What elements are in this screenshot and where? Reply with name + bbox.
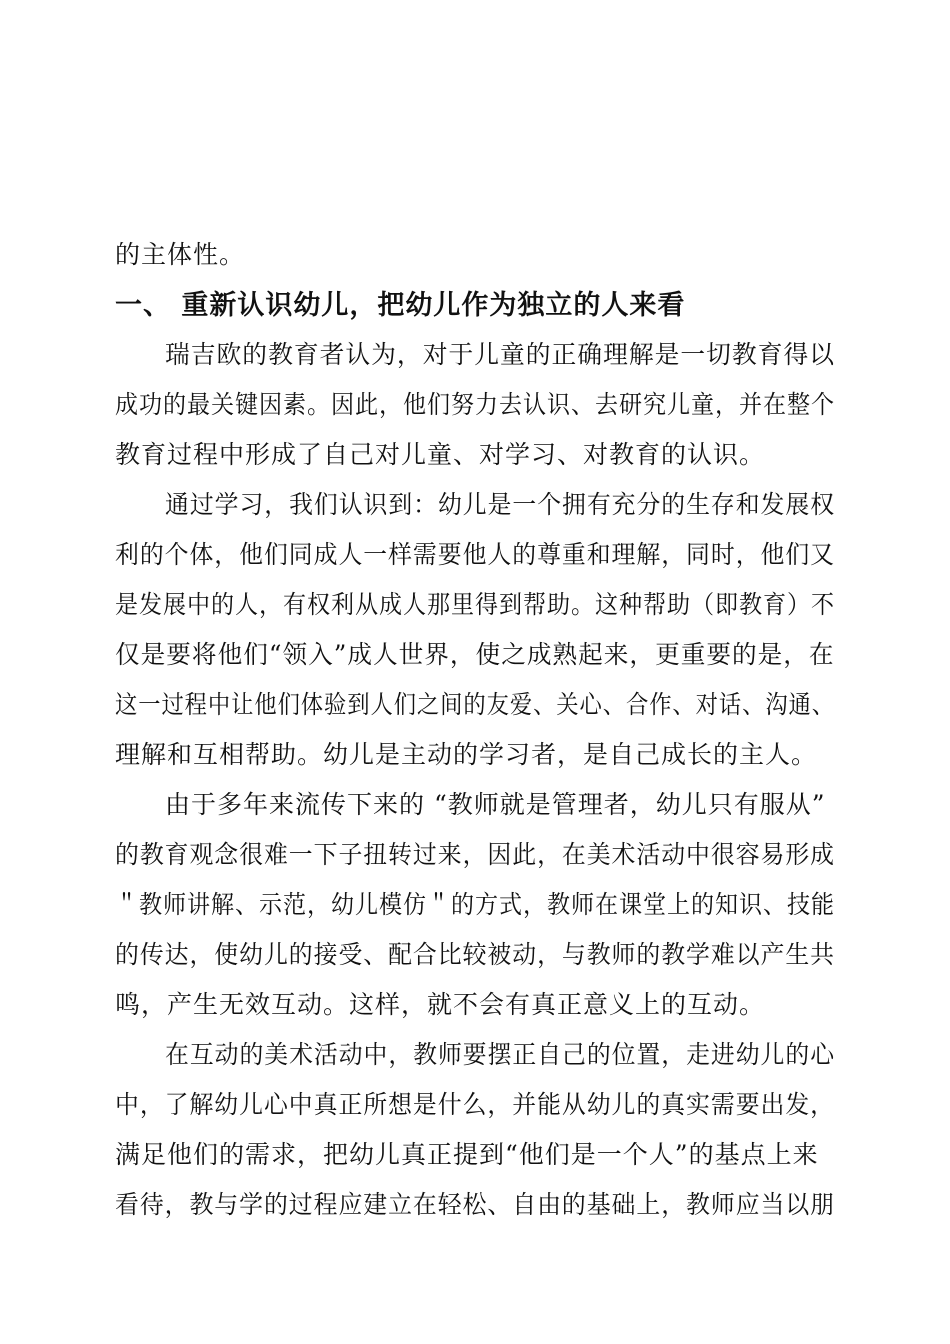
paragraph-line: 仅是要将他们“领入”成人世界，使之成熟起来，更重要的是，在 xyxy=(115,640,835,669)
paragraph-line: 成功的最关键因素。因此，他们努力去认识、去研究儿童，并在整个 xyxy=(115,390,836,419)
paragraph-line: 的教育观念很难一下子扭转过来，因此，在美术活动中很容易形成 xyxy=(115,840,836,869)
paragraph-line: 教育过程中形成了自己对儿童、对学习、对教育的认识。 xyxy=(115,440,766,469)
paragraph-line: 看待，教与学的过程应建立在轻松、自由的基础上，教师应当以朋 xyxy=(115,1190,836,1219)
section-heading: 一、 重新认识幼儿，把幼儿作为独立的人来看 xyxy=(115,290,686,321)
paragraph-line: 的主体性。 xyxy=(115,240,246,269)
paragraph-line: 中，了解幼儿心中真正所想是什么，并能从幼儿的真实需要出发， xyxy=(115,1090,836,1119)
paragraph-line: 利的个体，他们同成人一样需要他人的尊重和理解，同时，他们又 xyxy=(115,540,836,569)
paragraph-line: 通过学习，我们认识到：幼儿是一个拥有充分的生存和发展权 xyxy=(165,490,836,519)
paragraph-line: 理解和互相帮助。幼儿是主动的学习者，是自己成长的主人。 xyxy=(115,740,818,769)
paragraph-line: 鸣，产生无效互动。这样，就不会有真正意义上的互动。 xyxy=(115,990,766,1019)
paragraph-line: 是发展中的人，有权利从成人那里得到帮助。这种帮助（即教育）不 xyxy=(115,590,836,619)
paragraph-line: ＂教师讲解、示范，幼儿模仿＂的方式，教师在课堂上的知识、技能 xyxy=(115,890,836,919)
paragraph-line: 由于多年来流传下来的 “教师就是管理者，幼儿只有服从” xyxy=(165,790,826,819)
paragraph-line: 这一过程中让他们体验到人们之间的友爱、关心、合作、对话、沟通、 xyxy=(115,690,836,719)
paragraph-line: 在互动的美术活动中，教师要摆正自己的位置，走进幼儿的心 xyxy=(165,1040,836,1069)
paragraph-line: 满足他们的需求，把幼儿真正提到“他们是一个人”的基点上来 xyxy=(115,1140,819,1169)
paragraph-line: 的传达，使幼儿的接受、配合比较被动，与教师的教学难以产生共 xyxy=(115,940,836,969)
paragraph-line: 瑞吉欧的教育者认为，对于儿童的正确理解是一切教育得以 xyxy=(165,340,836,369)
